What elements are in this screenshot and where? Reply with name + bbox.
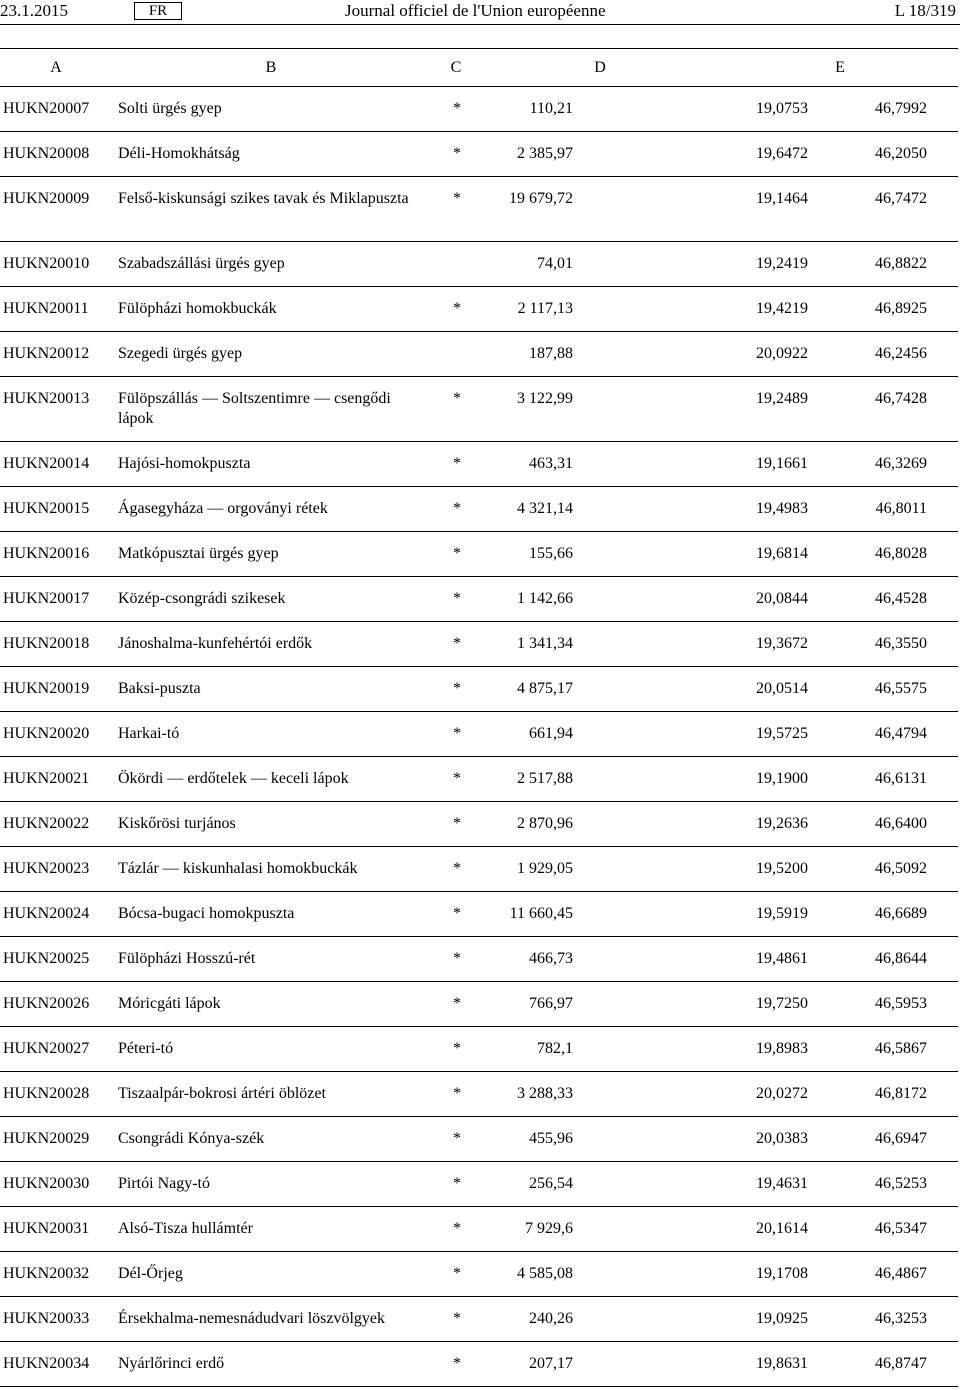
table-row xyxy=(0,847,958,892)
priority-marker: * xyxy=(453,1085,461,1102)
site-name: Pirtói Nagy-tó xyxy=(118,1175,210,1192)
site-name: Péteri-tó xyxy=(118,1040,174,1057)
site-name: Bócsa-bugaci homokpuszta xyxy=(118,905,295,922)
site-name: Hajósi-homokpuszta xyxy=(118,455,251,472)
site-latitude: 46,8644 xyxy=(875,950,927,967)
table-row xyxy=(0,87,958,132)
table-row xyxy=(0,1072,958,1117)
table-row xyxy=(0,982,958,1027)
priority-marker: * xyxy=(453,1220,461,1237)
site-area: 4 585,08 xyxy=(517,1265,573,1282)
site-longitude: 19,4983 xyxy=(756,500,808,517)
priority-marker: * xyxy=(453,300,461,317)
priority-marker: * xyxy=(453,1265,461,1282)
site-longitude: 19,8631 xyxy=(756,1355,808,1372)
priority-marker: * xyxy=(453,1130,461,1147)
column-header-c: C xyxy=(450,59,462,76)
site-latitude: 46,5953 xyxy=(875,995,927,1012)
priority-marker: * xyxy=(453,815,461,832)
site-longitude: 19,6814 xyxy=(756,545,808,562)
site-name: Móricgáti lápok xyxy=(118,995,221,1012)
site-name: Fülöpházi Hosszú-rét xyxy=(118,950,256,967)
site-area: 3 288,33 xyxy=(517,1085,573,1102)
priority-marker: * xyxy=(453,500,461,517)
site-code: HUKN20031 xyxy=(3,1220,90,1237)
site-code: HUKN20032 xyxy=(3,1265,90,1282)
site-code: HUKN20012 xyxy=(3,345,90,362)
site-area: 19 679,72 xyxy=(509,190,573,207)
site-name: Kiskőrösi turjános xyxy=(118,815,236,832)
site-latitude: 46,6689 xyxy=(875,905,927,922)
table-row xyxy=(0,802,958,847)
column-header-d: D xyxy=(594,59,606,76)
sites-table xyxy=(0,48,958,1387)
priority-marker: * xyxy=(453,390,461,407)
site-longitude: 19,4631 xyxy=(756,1175,808,1192)
site-longitude: 20,0922 xyxy=(756,345,808,362)
table-header-row xyxy=(0,48,958,87)
site-area: 661,94 xyxy=(529,725,573,742)
table-row xyxy=(0,667,958,712)
site-longitude: 20,0514 xyxy=(756,680,808,697)
site-area: 2 117,13 xyxy=(517,300,573,317)
site-latitude: 46,4528 xyxy=(875,590,927,607)
site-area: 207,17 xyxy=(529,1355,573,1372)
site-name: Ágasegyháza — orgoványi rétek xyxy=(118,500,328,517)
site-area: 1 142,66 xyxy=(517,590,573,607)
site-code: HUKN20025 xyxy=(3,950,90,967)
site-name: Szabadszállási ürgés gyep xyxy=(118,255,285,272)
site-area: 3 122,99 xyxy=(517,390,573,407)
site-longitude: 19,3672 xyxy=(756,635,808,652)
site-latitude: 46,4867 xyxy=(875,1265,927,1282)
priority-marker: * xyxy=(453,455,461,472)
priority-marker: * xyxy=(453,905,461,922)
site-code: HUKN20007 xyxy=(3,100,90,117)
page-reference: L 18/319 xyxy=(894,1,956,20)
site-code: HUKN20015 xyxy=(3,500,90,517)
site-longitude: 19,5725 xyxy=(756,725,808,742)
site-name: Harkai-tó xyxy=(118,725,180,742)
table-row xyxy=(0,287,958,332)
site-latitude: 46,6947 xyxy=(875,1130,927,1147)
site-area: 11 660,45 xyxy=(509,905,573,922)
site-name: Nyárlőrinci erdő xyxy=(118,1355,225,1372)
site-latitude: 46,7472 xyxy=(875,190,927,207)
header-rule xyxy=(0,24,960,25)
site-code: HUKN20013 xyxy=(3,390,90,407)
site-area: 4 875,17 xyxy=(517,680,573,697)
site-code: HUKN20027 xyxy=(3,1040,90,1057)
site-latitude: 46,5253 xyxy=(875,1175,927,1192)
site-latitude: 46,7428 xyxy=(875,390,927,407)
site-area: 187,88 xyxy=(529,345,573,362)
site-longitude: 20,0383 xyxy=(756,1130,808,1147)
page-header xyxy=(0,0,960,22)
table-row xyxy=(0,1207,958,1252)
site-latitude: 46,2050 xyxy=(875,145,927,162)
table-row xyxy=(0,332,958,377)
site-latitude: 46,7992 xyxy=(875,100,927,117)
site-code: HUKN20016 xyxy=(3,545,90,562)
priority-marker: * xyxy=(453,190,461,207)
site-latitude: 46,2456 xyxy=(875,345,927,362)
table-row xyxy=(0,177,958,242)
site-latitude: 46,3550 xyxy=(875,635,927,652)
site-code: HUKN20017 xyxy=(3,590,90,607)
table-row xyxy=(0,712,958,757)
site-longitude: 19,0753 xyxy=(756,100,808,117)
site-name: Közép-csongrádi szikesek xyxy=(118,590,286,607)
site-latitude: 46,8925 xyxy=(875,300,927,317)
site-name: Baksi-puszta xyxy=(118,680,201,697)
site-name: Ökördi — erdőtelek — keceli lápok xyxy=(118,770,349,787)
priority-marker: * xyxy=(453,1310,461,1327)
site-longitude: 19,1464 xyxy=(756,190,808,207)
site-code: HUKN20010 xyxy=(3,255,90,272)
site-code: HUKN20009 xyxy=(3,190,90,207)
table-row xyxy=(0,1117,958,1162)
site-latitude: 46,3269 xyxy=(875,455,927,472)
site-latitude: 46,5867 xyxy=(875,1040,927,1057)
table-row xyxy=(0,1252,958,1297)
site-code: HUKN20014 xyxy=(3,455,90,472)
site-code: HUKN20028 xyxy=(3,1085,90,1102)
journal-title: Journal officiel de l'Union européenne xyxy=(345,1,606,20)
site-name: Dél-Őrjeg xyxy=(118,1265,183,1282)
priority-marker: * xyxy=(453,770,461,787)
site-code: HUKN20024 xyxy=(3,905,90,922)
priority-marker: * xyxy=(453,100,461,117)
site-longitude: 20,0844 xyxy=(756,590,808,607)
table-row xyxy=(0,487,958,532)
site-code: HUKN20022 xyxy=(3,815,90,832)
priority-marker: * xyxy=(453,1040,461,1057)
site-name: Tiszaalpár-bokrosi ártéri öblözet xyxy=(118,1085,326,1102)
table-row xyxy=(0,1297,958,1342)
site-latitude: 46,5347 xyxy=(875,1220,927,1237)
site-longitude: 19,7250 xyxy=(756,995,808,1012)
site-longitude: 20,1614 xyxy=(756,1220,808,1237)
priority-marker: * xyxy=(453,545,461,562)
site-code: HUKN20026 xyxy=(3,995,90,1012)
column-header-a: A xyxy=(50,59,62,76)
site-code: HUKN20034 xyxy=(3,1355,90,1372)
site-area: 455,96 xyxy=(529,1130,573,1147)
site-latitude: 46,5575 xyxy=(875,680,927,697)
site-longitude: 19,5919 xyxy=(756,905,808,922)
priority-marker: * xyxy=(453,590,461,607)
site-area: 4 321,14 xyxy=(517,500,573,517)
site-name: Solti ürgés gyep xyxy=(118,100,222,117)
priority-marker: * xyxy=(453,680,461,697)
table-row xyxy=(0,757,958,802)
publication-date: 23.1.2015 xyxy=(0,1,68,20)
site-longitude: 19,5200 xyxy=(756,860,808,877)
table-row xyxy=(0,242,958,287)
site-area: 7 929,6 xyxy=(525,1220,573,1237)
site-name: Jánoshalma-kunfehértói erdők xyxy=(118,635,313,652)
column-header-e: E xyxy=(835,59,845,76)
site-longitude: 19,0925 xyxy=(756,1310,808,1327)
site-name: Csongrádi Kónya-szék xyxy=(118,1130,265,1147)
table-row xyxy=(0,442,958,487)
site-name: Szegedi ürgés gyep xyxy=(118,345,243,362)
column-header-b: B xyxy=(265,59,277,76)
priority-marker: * xyxy=(453,635,461,652)
site-latitude: 46,8011 xyxy=(875,500,927,517)
site-longitude: 20,0272 xyxy=(756,1085,808,1102)
site-latitude: 46,8747 xyxy=(875,1355,927,1372)
site-latitude: 46,5092 xyxy=(875,860,927,877)
site-longitude: 19,1708 xyxy=(756,1265,808,1282)
site-area: 2 870,96 xyxy=(517,815,573,832)
site-latitude: 46,3253 xyxy=(875,1310,927,1327)
priority-marker: * xyxy=(453,1355,461,1372)
site-latitude: 46,6131 xyxy=(875,770,927,787)
priority-marker: * xyxy=(453,995,461,1012)
table-row xyxy=(0,377,958,442)
site-code: HUKN20011 xyxy=(3,300,89,317)
site-code: HUKN20008 xyxy=(3,145,90,162)
site-longitude: 19,2636 xyxy=(756,815,808,832)
site-area: 2 517,88 xyxy=(517,770,573,787)
site-area: 256,54 xyxy=(529,1175,573,1192)
site-latitude: 46,8172 xyxy=(875,1085,927,1102)
site-code: HUKN20030 xyxy=(3,1175,90,1192)
site-name: Déli-Homokhátság xyxy=(118,145,240,162)
site-code: HUKN20033 xyxy=(3,1310,90,1327)
priority-marker: * xyxy=(453,1175,461,1192)
site-code: HUKN20020 xyxy=(3,725,90,742)
table-row xyxy=(0,532,958,577)
site-longitude: 19,4219 xyxy=(756,300,808,317)
language-badge: FR xyxy=(134,2,182,20)
site-area: 2 385,97 xyxy=(517,145,573,162)
table-row xyxy=(0,1342,958,1387)
table-row xyxy=(0,1027,958,1072)
site-latitude: 46,4794 xyxy=(875,725,927,742)
site-area: 110,21 xyxy=(529,100,573,117)
site-area: 466,73 xyxy=(529,950,573,967)
site-area: 1 341,34 xyxy=(517,635,573,652)
table-row xyxy=(0,1162,958,1207)
priority-marker: * xyxy=(453,725,461,742)
site-area: 766,97 xyxy=(529,995,573,1012)
table-row xyxy=(0,577,958,622)
site-longitude: 19,8983 xyxy=(756,1040,808,1057)
site-latitude: 46,8028 xyxy=(875,545,927,562)
site-code: HUKN20021 xyxy=(3,770,90,787)
site-name: Alsó-Tisza hullámtér xyxy=(118,1220,253,1237)
site-area: 74,01 xyxy=(537,255,573,272)
site-longitude: 19,4861 xyxy=(756,950,808,967)
table-row xyxy=(0,937,958,982)
site-longitude: 19,2489 xyxy=(756,390,808,407)
site-code: HUKN20019 xyxy=(3,680,90,697)
site-name: Fülöpszállás — Soltszentimre — csengődi lápok xyxy=(118,390,391,427)
priority-marker: * xyxy=(453,145,461,162)
site-name: Matkópusztai ürgés gyep xyxy=(118,545,279,562)
site-longitude: 19,1900 xyxy=(756,770,808,787)
site-longitude: 19,6472 xyxy=(756,145,808,162)
priority-marker: * xyxy=(453,950,461,967)
table-row xyxy=(0,132,958,177)
site-area: 1 929,05 xyxy=(517,860,573,877)
site-longitude: 19,2419 xyxy=(756,255,808,272)
table-row xyxy=(0,892,958,937)
site-area: 155,66 xyxy=(529,545,573,562)
site-name: Felső-kiskunsági szikes tavak és Miklapuszta xyxy=(118,190,409,207)
site-area: 463,31 xyxy=(529,455,573,472)
site-area: 782,1 xyxy=(537,1040,573,1057)
priority-marker: * xyxy=(453,860,461,877)
table-row xyxy=(0,622,958,667)
site-code: HUKN20018 xyxy=(3,635,90,652)
site-name: Tázlár — kiskunhalasi homokbuckák xyxy=(118,860,358,877)
site-code: HUKN20023 xyxy=(3,860,90,877)
site-name: Érsekhalma-nemesnádudvari löszvölgyek xyxy=(118,1310,386,1327)
site-latitude: 46,8822 xyxy=(875,255,927,272)
site-name: Fülöpházi homokbuckák xyxy=(118,300,277,317)
site-area: 240,26 xyxy=(529,1310,573,1327)
table-body xyxy=(0,87,958,1387)
site-latitude: 46,6400 xyxy=(875,815,927,832)
site-code: HUKN20029 xyxy=(3,1130,90,1147)
site-longitude: 19,1661 xyxy=(756,455,808,472)
